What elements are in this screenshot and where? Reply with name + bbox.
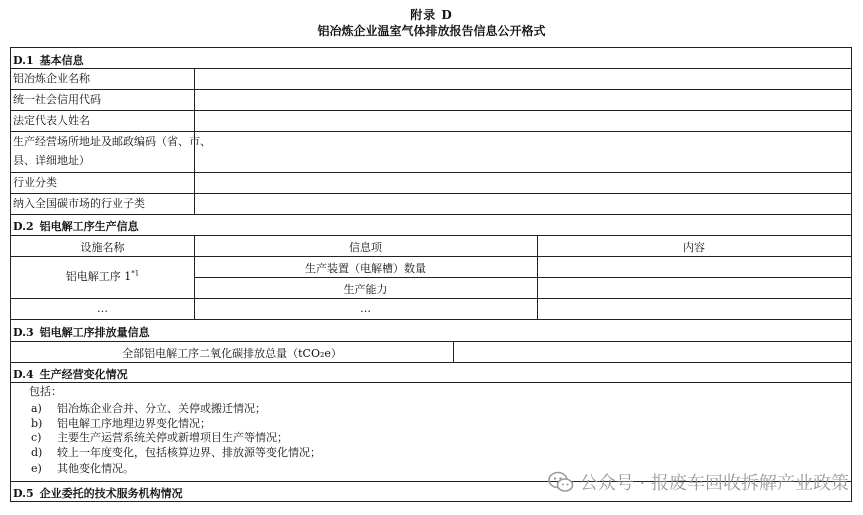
col-header-content: 内容 [683,241,705,254]
list-item: e) 其他变化情况。 [31,462,134,475]
section-d3-heading: D.3 铝电解工序排放量信息 [13,326,150,339]
col-header-info-item: 信息项 [349,241,382,254]
change-list [31,402,321,477]
field-label-company-name: 铝冶炼企业名称 [13,72,90,85]
field-label-credit-code: 统一社会信用代码 [13,93,101,106]
facility-name: 铝电解工序 1$^{*1}$ [65,269,140,283]
appendix-label: 附录 D [410,8,453,22]
info-item-capacity: 生产能力 [343,283,388,296]
section-d5-heading: D.5 企业委托的技术服务机构情况 [13,487,183,500]
field-label-address-line1: 生产经营场所地址及邮政编码（省、市、 [13,135,211,148]
list-item: a) 铝冶炼企业合并、分立、关停或搬迁情况； [31,402,266,415]
total-emission-label: 全部铝电解工序二氧化碳排放总量（tCO₂e） [122,347,342,360]
document-title: 铝冶炼企业温室气体排放报告信息公开格式 [317,24,546,38]
field-label-industry: 行业分类 [13,176,57,189]
list-item: c) 主要生产运营系统关停或新增项目生产等情况； [31,431,288,444]
list-item: b) 铝电解工序地理边界变化情况； [31,416,211,430]
section-d2-heading: D.2 铝电解工序生产信息 [13,220,139,233]
ellipsis-facility: … [97,302,108,315]
list-item: d) 较上一年度变化，包括核算边界、排放源等变化情况； [31,445,321,459]
watermark-text: 公众号 · 报废车回收拆解产业政策 [579,473,849,494]
wechat-icon [548,471,574,493]
field-label-address-line2: 县、详细地址） [13,154,90,167]
col-header-facility: 设施名称 [80,241,125,254]
section-d1-heading: D.1 基本信息 [13,54,84,67]
ellipsis-info-item: … [360,302,371,315]
field-label-legal-rep: 法定代表人姓名 [13,114,90,127]
section-d4-heading: D.4 生产经营变化情况 [13,368,128,381]
info-item-cell-count: 生产装置（电解槽）数量 [305,262,426,275]
field-label-carbon-subsector: 纳入全国碳市场的行业子类 [13,197,145,210]
change-intro: 包括： [29,385,62,398]
watermark [548,469,849,495]
disclosure-form-table [10,47,852,502]
